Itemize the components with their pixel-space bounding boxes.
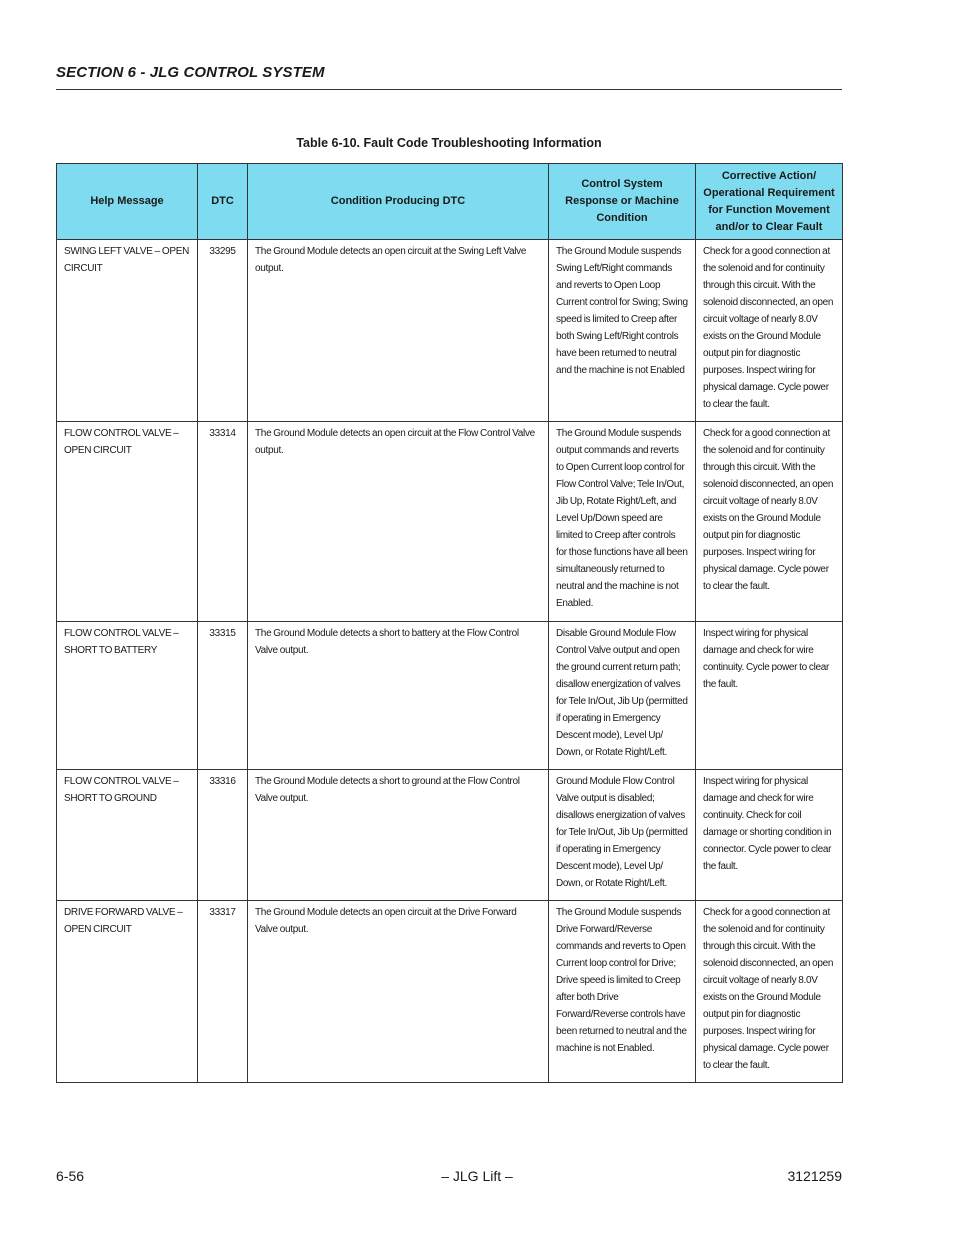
condition-cell: The Ground Module detects an open circuit at the Swing Left Valve output. (248, 240, 549, 422)
dtc-cell: 33295 (198, 240, 248, 422)
table-row (57, 770, 843, 901)
document-number: 3121259 (787, 1168, 842, 1184)
column-header-corrective-action: Corrective Action/ Operational Requirement for Function Movement and/or to Clear Fault (696, 164, 843, 240)
condition-cell: The Ground Module detects an open circuit at the Flow Control Valve output. (248, 422, 549, 622)
response-cell: Disable Ground Module Flow Control Valve output and open the ground current return path; disallow energization of valves for Tele In/Out, Jib Up (permitted if operating in Emergency Descent mode), Level Up/ Down, or Rotate Right/Left. (549, 622, 696, 770)
corrective-action-cell: Check for a good connection at the solenoid and for continuity through this circuit. With the solenoid disconnected, an open circuit voltage of nearly 8.0V exists on the Ground Module output pin for diagnostic purposes. Inspect wiring for physical damage. Cycle power to clear the fault. (696, 422, 843, 622)
condition-cell: The Ground Module detects a short to battery at the Flow Control Valve output. (248, 622, 549, 770)
help-message-cell: FLOW CONTROL VALVE – OPEN CIRCUIT (57, 422, 198, 622)
dtc-cell: 33314 (198, 422, 248, 622)
condition-cell: The Ground Module detects an open circuit at the Drive Forward Valve output. (248, 901, 549, 1083)
corrective-action-cell: Check for a good connection at the solenoid and for continuity through this circuit. With the solenoid disconnected, an open circuit voltage of nearly 8.0V exists on the Ground Module output pin for diagnostic purposes. Inspect wiring for physical damage. Cycle power to clear the fault. (696, 240, 843, 422)
table-row (57, 422, 843, 622)
table-header-row (57, 164, 843, 240)
dtc-cell: 33316 (198, 770, 248, 901)
help-message-cell: DRIVE FORWARD VALVE – OPEN CIRCUIT (57, 901, 198, 1083)
response-cell: The Ground Module suspends output commands and reverts to Open Current loop control for Flow Control Valve; Tele In/Out, Jib Up, Rotate Right/Left, and Level Up/Down speed are limited to Creep after controls for those functions have all been simultaneously returned to neutral and the machine is not Enabled. (549, 422, 696, 622)
table-row (57, 622, 843, 770)
condition-cell: The Ground Module detects a short to ground at the Flow Control Valve output. (248, 770, 549, 901)
header-divider (56, 89, 842, 90)
table-caption: Table 6-10. Fault Code Troubleshooting Information (296, 136, 602, 150)
help-message-cell: SWING LEFT VALVE – OPEN CIRCUIT (57, 240, 198, 422)
response-cell: The Ground Module suspends Swing Left/Right commands and reverts to Open Loop Current control for Swing; Swing speed is limited to Creep after both Swing Left/Right controls have been returned to neutral and the machine is not Enabled (549, 240, 696, 422)
table-row (57, 240, 843, 422)
corrective-action-cell: Inspect wiring for physical damage and check for wire continuity. Cycle power to clear the fault. (696, 622, 843, 770)
page-number: 6-56 (56, 1168, 85, 1184)
corrective-action-cell: Check for a good connection at the solenoid and for continuity through this circuit. With the solenoid disconnected, an open circuit voltage of nearly 8.0V exists on the Ground Module output pin for diagnostic purposes. Inspect wiring for physical damage. Cycle power to clear the fault. (696, 901, 843, 1083)
fault-code-table (56, 163, 843, 1083)
response-cell: Ground Module Flow Control Valve output is disabled; disallows energization of valves for Tele In/Out, Jib Up (permitted if operating in Emergency Descent mode), Level Up/ Down, or Rotate Right/Left. (549, 770, 696, 901)
column-header-response: Control System Response or Machine Condition (549, 164, 696, 240)
column-header-dtc: DTC (198, 164, 248, 240)
table-row (57, 901, 843, 1083)
column-header-help-message: Help Message (57, 164, 198, 240)
dtc-cell: 33317 (198, 901, 248, 1083)
section-title: SECTION 6 - JLG CONTROL SYSTEM (56, 64, 325, 81)
column-header-condition: Condition Producing DTC (248, 164, 549, 240)
dtc-cell: 33315 (198, 622, 248, 770)
response-cell: The Ground Module suspends Drive Forward/Reverse commands and reverts to Open Current loop control for Drive; Drive speed is limited to Creep after both Drive Forward/Reverse controls have been returned to neutral and the machine is not Enabled. (549, 901, 696, 1083)
help-message-cell: FLOW CONTROL VALVE – SHORT TO BATTERY (57, 622, 198, 770)
corrective-action-cell: Inspect wiring for physical damage and check for wire continuity. Check for coil damage or shorting condition in connector. Cycle power to clear the fault. (696, 770, 843, 901)
footer-publisher: – JLG Lift – (441, 1168, 513, 1184)
help-message-cell: FLOW CONTROL VALVE – SHORT TO GROUND (57, 770, 198, 901)
